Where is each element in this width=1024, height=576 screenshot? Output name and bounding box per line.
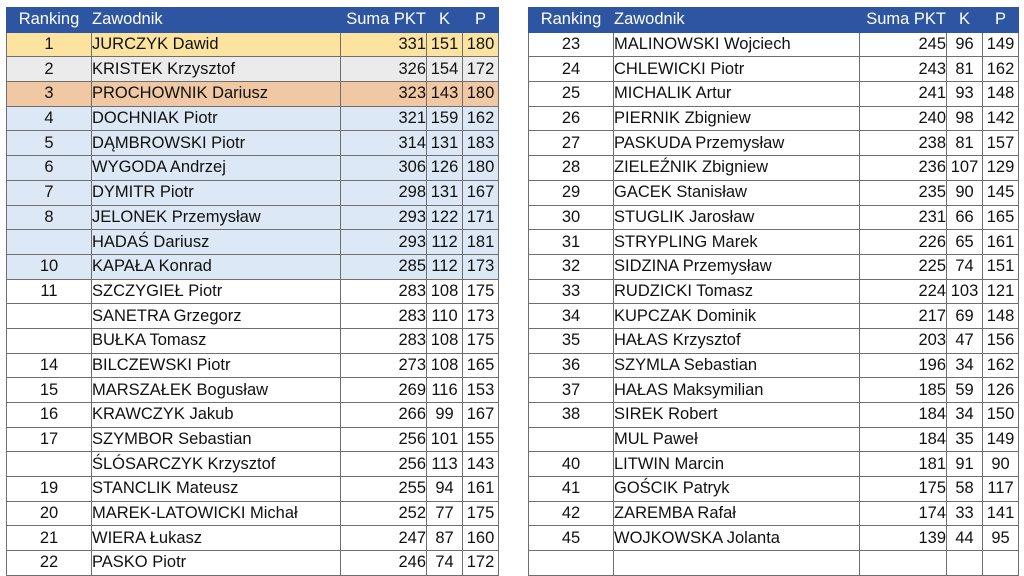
- table-row: [7, 328, 499, 353]
- player-name-cell: KRAWCZYK Jakub: [92, 403, 341, 428]
- p-cell: 167: [463, 180, 499, 205]
- points-cell: 226: [860, 230, 947, 255]
- points-cell: 314: [341, 131, 427, 156]
- p-cell: 165: [463, 353, 499, 378]
- points-cell: 175: [860, 477, 947, 502]
- k-cell: 58: [947, 477, 983, 502]
- table-row: [7, 32, 499, 57]
- k-cell: 98: [947, 106, 983, 131]
- rank-cell: 21: [7, 526, 92, 551]
- p-cell: 150: [983, 403, 1019, 428]
- table-row: [529, 279, 1019, 304]
- p-cell: 162: [983, 57, 1019, 82]
- player-column-header: Zawodnik: [614, 8, 860, 33]
- k-cell: 122: [427, 205, 463, 230]
- ranking-column-header: Ranking: [529, 8, 614, 33]
- player-name-cell: STANCLIK Mateusz: [92, 477, 341, 502]
- k-cell: 154: [427, 57, 463, 82]
- player-name-cell: PIERNIK Zbigniew: [614, 106, 860, 131]
- player-name-cell: MICHALIK Artur: [614, 82, 860, 107]
- k-cell: [947, 551, 983, 576]
- k-cell: 34: [947, 353, 983, 378]
- points-cell: 243: [860, 57, 947, 82]
- k-cell: 81: [947, 57, 983, 82]
- points-cell: 246: [341, 551, 427, 576]
- player-name-cell: MARSZAŁEK Bogusław: [92, 378, 341, 403]
- p-cell: 175: [463, 501, 499, 526]
- points-cell: 323: [341, 82, 427, 107]
- player-name-cell: PASKUDA Przemysław: [614, 131, 860, 156]
- p-cell: 143: [463, 452, 499, 477]
- p-cell: 155: [463, 427, 499, 452]
- rank-cell: 20: [7, 501, 92, 526]
- table-row: [7, 230, 499, 255]
- points-cell: 273: [341, 353, 427, 378]
- points-cell: 196: [860, 353, 947, 378]
- k-cell: 143: [427, 82, 463, 107]
- ranking-table-left: [6, 7, 499, 576]
- player-name-cell: STUGLIK Jarosław: [614, 205, 860, 230]
- rank-cell: 16: [7, 403, 92, 428]
- player-name-cell: STRYPLING Marek: [614, 230, 860, 255]
- points-cell: 184: [860, 403, 947, 428]
- points-cell: 245: [860, 32, 947, 57]
- k-cell: 107: [947, 156, 983, 181]
- p-cell: 90: [983, 452, 1019, 477]
- k-cell: 116: [427, 378, 463, 403]
- points-cell: 321: [341, 106, 427, 131]
- player-name-cell: BUŁKA Tomasz: [92, 328, 341, 353]
- k-cell: 65: [947, 230, 983, 255]
- rank-cell: 42: [529, 501, 614, 526]
- table-row: [529, 452, 1019, 477]
- points-cell: 240: [860, 106, 947, 131]
- rank-cell: 8: [7, 205, 92, 230]
- p-cell: 95: [983, 526, 1019, 551]
- table-row: [529, 353, 1019, 378]
- rank-cell: 29: [529, 180, 614, 205]
- k-cell: 126: [427, 156, 463, 181]
- points-cell: 174: [860, 501, 947, 526]
- table-row: [7, 180, 499, 205]
- k-cell: 96: [947, 32, 983, 57]
- p-cell: 156: [983, 328, 1019, 353]
- table-row: [7, 353, 499, 378]
- points-cell: 252: [341, 501, 427, 526]
- rank-cell: 28: [529, 156, 614, 181]
- table-row: [7, 131, 499, 156]
- table-row: [7, 403, 499, 428]
- table-row: [7, 254, 499, 279]
- player-name-cell: CHLEWICKI Piotr: [614, 57, 860, 82]
- k-cell: 66: [947, 205, 983, 230]
- table-row: [529, 551, 1019, 576]
- k-cell: 108: [427, 353, 463, 378]
- p-cell: 141: [983, 501, 1019, 526]
- table-row: [529, 477, 1019, 502]
- p-cell: 172: [463, 551, 499, 576]
- k-cell: 113: [427, 452, 463, 477]
- table-row: [529, 501, 1019, 526]
- points-cell: 283: [341, 279, 427, 304]
- k-cell: 159: [427, 106, 463, 131]
- p-column-header: P: [983, 8, 1019, 33]
- player-name-cell: JELONEK Przemysław: [92, 205, 341, 230]
- table-row: [7, 477, 499, 502]
- table-row: [7, 526, 499, 551]
- p-cell: 172: [463, 57, 499, 82]
- table-row: [529, 526, 1019, 551]
- player-name-cell: HAŁAS Krzysztof: [614, 328, 860, 353]
- p-cell: 126: [983, 378, 1019, 403]
- table-row: [529, 57, 1019, 82]
- player-name-cell: JURCZYK Dawid: [92, 32, 341, 57]
- rank-cell: 40: [529, 452, 614, 477]
- p-cell: 183: [463, 131, 499, 156]
- rank-cell: 10: [7, 254, 92, 279]
- rank-cell: 15: [7, 378, 92, 403]
- k-cell: 112: [427, 254, 463, 279]
- player-name-cell: HAŁAS Maksymilian: [614, 378, 860, 403]
- table-row: [529, 230, 1019, 255]
- table-row: [529, 156, 1019, 181]
- table-row: [7, 156, 499, 181]
- points-cell: 293: [341, 230, 427, 255]
- k-cell: 35: [947, 427, 983, 452]
- player-name-cell: SZYMBOR Sebastian: [92, 427, 341, 452]
- player-name-cell: LITWIN Marcin: [614, 452, 860, 477]
- p-cell: 180: [463, 156, 499, 181]
- rank-cell: [7, 230, 92, 255]
- k-cell: 131: [427, 131, 463, 156]
- k-cell: 59: [947, 378, 983, 403]
- p-cell: 151: [983, 254, 1019, 279]
- rank-cell: 2: [7, 57, 92, 82]
- points-cell: 326: [341, 57, 427, 82]
- player-name-cell: PROCHOWNIK Dariusz: [92, 82, 341, 107]
- player-name-cell: SIREK Robert: [614, 403, 860, 428]
- rank-cell: 1: [7, 32, 92, 57]
- rank-cell: 19: [7, 477, 92, 502]
- p-cell: 171: [463, 205, 499, 230]
- table-row: [7, 501, 499, 526]
- p-cell: 142: [983, 106, 1019, 131]
- k-cell: 91: [947, 452, 983, 477]
- k-cell: 87: [427, 526, 463, 551]
- player-name-cell: SANETRA Grzegorz: [92, 304, 341, 329]
- table-row: [529, 82, 1019, 107]
- p-cell: 117: [983, 477, 1019, 502]
- points-column-header: Suma PKT: [860, 8, 947, 33]
- rank-cell: 14: [7, 353, 92, 378]
- k-cell: 110: [427, 304, 463, 329]
- table-row: [7, 452, 499, 477]
- points-cell: [860, 551, 947, 576]
- player-name-cell: WIERA Łukasz: [92, 526, 341, 551]
- k-cell: 74: [427, 551, 463, 576]
- points-cell: 255: [341, 477, 427, 502]
- rank-cell: 6: [7, 156, 92, 181]
- player-name-cell: ŚLÓSARCZYK Krzysztof: [92, 452, 341, 477]
- table-row: [529, 180, 1019, 205]
- table-row: [529, 106, 1019, 131]
- player-name-cell: DĄMBROWSKI Piotr: [92, 131, 341, 156]
- rank-cell: 27: [529, 131, 614, 156]
- ranking-table-right: [528, 7, 1019, 576]
- player-name-cell: PASKO Piotr: [92, 551, 341, 576]
- k-cell: 108: [427, 328, 463, 353]
- points-cell: 283: [341, 328, 427, 353]
- points-cell: 256: [341, 427, 427, 452]
- points-cell: 235: [860, 180, 947, 205]
- rank-cell: [7, 328, 92, 353]
- rank-cell: 36: [529, 353, 614, 378]
- player-name-cell: KRISTEK Krzysztof: [92, 57, 341, 82]
- table-row: [7, 551, 499, 576]
- p-cell: 165: [983, 205, 1019, 230]
- points-cell: 217: [860, 304, 947, 329]
- k-cell: 77: [427, 501, 463, 526]
- player-name-cell: GACEK Stanisław: [614, 180, 860, 205]
- rank-cell: 3: [7, 82, 92, 107]
- table-row: [7, 427, 499, 452]
- p-cell: 160: [463, 526, 499, 551]
- points-cell: 224: [860, 279, 947, 304]
- rank-cell: 7: [7, 180, 92, 205]
- points-cell: 298: [341, 180, 427, 205]
- k-cell: 81: [947, 131, 983, 156]
- p-cell: 162: [983, 353, 1019, 378]
- rank-cell: 37: [529, 378, 614, 403]
- player-name-cell: DYMITR Piotr: [92, 180, 341, 205]
- points-cell: 283: [341, 304, 427, 329]
- ranking-column-header: Ranking: [7, 8, 92, 33]
- k-column-header: K: [427, 8, 463, 33]
- rank-cell: 4: [7, 106, 92, 131]
- k-cell: 93: [947, 82, 983, 107]
- rank-cell: 11: [7, 279, 92, 304]
- p-cell: 162: [463, 106, 499, 131]
- k-cell: 101: [427, 427, 463, 452]
- points-cell: 293: [341, 205, 427, 230]
- k-column-header: K: [947, 8, 983, 33]
- points-cell: 266: [341, 403, 427, 428]
- table-row: [7, 106, 499, 131]
- p-cell: 173: [463, 304, 499, 329]
- table-row: [529, 403, 1019, 428]
- points-cell: 238: [860, 131, 947, 156]
- player-name-cell: ZAREMBA Rafał: [614, 501, 860, 526]
- rank-cell: [529, 427, 614, 452]
- points-cell: 231: [860, 205, 947, 230]
- player-name-cell: SZYMLA Sebastian: [614, 353, 860, 378]
- player-name-cell: [614, 551, 860, 576]
- table-row: [529, 328, 1019, 353]
- player-name-cell: RUDZICKI Tomasz: [614, 279, 860, 304]
- k-cell: 74: [947, 254, 983, 279]
- p-cell: 167: [463, 403, 499, 428]
- points-cell: 203: [860, 328, 947, 353]
- p-cell: 149: [983, 427, 1019, 452]
- k-cell: 99: [427, 403, 463, 428]
- k-cell: 34: [947, 403, 983, 428]
- player-name-cell: SZCZYGIEŁ Piotr: [92, 279, 341, 304]
- player-name-cell: MAREK-LATOWICKI Michał: [92, 501, 341, 526]
- rank-cell: 5: [7, 131, 92, 156]
- p-cell: 175: [463, 328, 499, 353]
- rank-cell: 31: [529, 230, 614, 255]
- points-column-header: Suma PKT: [341, 8, 427, 33]
- rank-cell: 30: [529, 205, 614, 230]
- rank-cell: 22: [7, 551, 92, 576]
- points-cell: 181: [860, 452, 947, 477]
- player-name-cell: HADAŚ Dariusz: [92, 230, 341, 255]
- table-row: [7, 378, 499, 403]
- rank-cell: 23: [529, 32, 614, 57]
- player-name-cell: ZIELEŹNIK Zbigniew: [614, 156, 860, 181]
- k-cell: 90: [947, 180, 983, 205]
- p-cell: 145: [983, 180, 1019, 205]
- k-cell: 151: [427, 32, 463, 57]
- player-name-cell: WYGODA Andrzej: [92, 156, 341, 181]
- points-cell: 225: [860, 254, 947, 279]
- player-name-cell: KUPCZAK Dominik: [614, 304, 860, 329]
- points-cell: 256: [341, 452, 427, 477]
- rank-cell: [529, 551, 614, 576]
- points-cell: 247: [341, 526, 427, 551]
- p-cell: 148: [983, 304, 1019, 329]
- points-cell: 236: [860, 156, 947, 181]
- rank-cell: 17: [7, 427, 92, 452]
- points-cell: 285: [341, 254, 427, 279]
- p-column-header: P: [463, 8, 499, 33]
- rank-cell: [7, 452, 92, 477]
- table-row: [529, 378, 1019, 403]
- table-row: [7, 304, 499, 329]
- table-row: [7, 57, 499, 82]
- rank-cell: 35: [529, 328, 614, 353]
- k-cell: 131: [427, 180, 463, 205]
- p-cell: 180: [463, 32, 499, 57]
- p-cell: 175: [463, 279, 499, 304]
- p-cell: 161: [983, 230, 1019, 255]
- points-cell: 139: [860, 526, 947, 551]
- table-row: [529, 131, 1019, 156]
- k-cell: 112: [427, 230, 463, 255]
- k-cell: 33: [947, 501, 983, 526]
- p-cell: 180: [463, 82, 499, 107]
- k-cell: 103: [947, 279, 983, 304]
- player-name-cell: KAPAŁA Konrad: [92, 254, 341, 279]
- p-cell: 148: [983, 82, 1019, 107]
- p-cell: 181: [463, 230, 499, 255]
- k-cell: 94: [427, 477, 463, 502]
- points-cell: 269: [341, 378, 427, 403]
- k-cell: 44: [947, 526, 983, 551]
- table-row: [7, 82, 499, 107]
- rank-cell: 45: [529, 526, 614, 551]
- player-name-cell: WOJKOWSKA Jolanta: [614, 526, 860, 551]
- k-cell: 108: [427, 279, 463, 304]
- rank-cell: [7, 304, 92, 329]
- rank-cell: 25: [529, 82, 614, 107]
- table-row: [529, 304, 1019, 329]
- rank-cell: 38: [529, 403, 614, 428]
- player-name-cell: GOŚCIK Patryk: [614, 477, 860, 502]
- table-row: [529, 205, 1019, 230]
- p-cell: 121: [983, 279, 1019, 304]
- k-cell: 69: [947, 304, 983, 329]
- points-cell: 331: [341, 32, 427, 57]
- ranking-rows-left: [7, 32, 499, 575]
- points-cell: 185: [860, 378, 947, 403]
- player-column-header: Zawodnik: [92, 8, 341, 33]
- rank-cell: 24: [529, 57, 614, 82]
- table-row: [529, 254, 1019, 279]
- table-header-row: [529, 8, 1019, 33]
- table-row: [529, 32, 1019, 57]
- rank-cell: 26: [529, 106, 614, 131]
- p-cell: 161: [463, 477, 499, 502]
- player-name-cell: MUL Paweł: [614, 427, 860, 452]
- points-cell: 241: [860, 82, 947, 107]
- rank-cell: 32: [529, 254, 614, 279]
- ranking-rows-right: [529, 32, 1019, 575]
- player-name-cell: BILCZEWSKI Piotr: [92, 353, 341, 378]
- p-cell: 149: [983, 32, 1019, 57]
- table-row: [7, 279, 499, 304]
- p-cell: [983, 551, 1019, 576]
- table-header-row: [7, 8, 499, 33]
- rank-cell: 41: [529, 477, 614, 502]
- p-cell: 173: [463, 254, 499, 279]
- table-row: [529, 427, 1019, 452]
- k-cell: 47: [947, 328, 983, 353]
- player-name-cell: DOCHNIAK Piotr: [92, 106, 341, 131]
- player-name-cell: SIDZINA Przemysław: [614, 254, 860, 279]
- p-cell: 129: [983, 156, 1019, 181]
- points-cell: 306: [341, 156, 427, 181]
- p-cell: 157: [983, 131, 1019, 156]
- rank-cell: 34: [529, 304, 614, 329]
- player-name-cell: MALINOWSKI Wojciech: [614, 32, 860, 57]
- rank-cell: 33: [529, 279, 614, 304]
- p-cell: 153: [463, 378, 499, 403]
- points-cell: 184: [860, 427, 947, 452]
- table-row: [7, 205, 499, 230]
